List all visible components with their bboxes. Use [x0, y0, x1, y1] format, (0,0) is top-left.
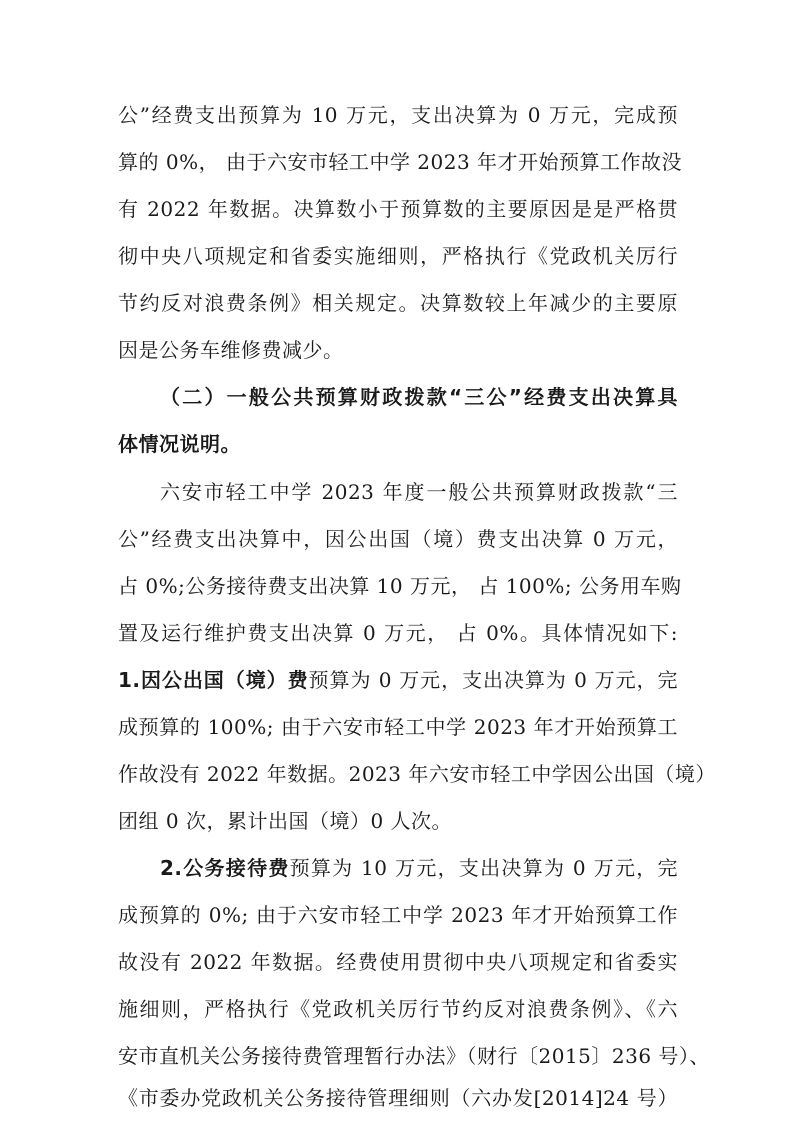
paragraph-line: 成预算的 0%; 由于六安市轻工中学 2023 年才开始预算工作 [118, 903, 678, 927]
section-heading: （二）一般公共预算财政拨款“三公”经费支出决算具 [160, 385, 678, 409]
paragraph-line: 节约反对浪费条例》相关规定。决算数较上年减少的主要原 [118, 291, 678, 315]
paragraph-line: 公”经费支出决算中，因公出国（境）费支出决算 0 万元， [118, 527, 678, 551]
paragraph-line: 公”经费支出预算为 10 万元，支出决算为 0 万元，完成预 [118, 103, 678, 127]
section-heading: 体情况说明。 [118, 432, 241, 456]
paragraph-line: 因是公务车维修费减少。 [118, 338, 344, 362]
paragraph-line: 成预算的 100%; 由于六安市轻工中学 2023 年才开始预算工 [118, 715, 678, 739]
paragraph-line: 施细则，严格执行《党政机关厉行节约反对浪费条例》、《六 [118, 997, 678, 1021]
paragraph-line: 《市委办党政机关公务接待管理细则（六办发[2014]24 号） [118, 1086, 678, 1110]
item-line [160, 856, 678, 880]
paragraph-line: 故没有 2022 年数据。经费使用贯彻中央八项规定和省委实 [118, 950, 678, 974]
paragraph-line: 六安市轻工中学 2023 年度一般公共预算财政拨款“三 [160, 480, 678, 504]
item-text: 预算为 10 万元，支出决算为 0 万元，完 [289, 856, 678, 880]
paragraph-line: 占 0%;公务接待费支出决算 10 万元， 占 100%; 公务用车购 [118, 574, 682, 598]
paragraph-line: 算的 0%， 由于六安市轻工中学 2023 年才开始预算工作故没 [118, 150, 683, 174]
item-line [118, 668, 678, 692]
item-heading: 1.因公出国（境）费 [118, 668, 309, 692]
paragraph-line: 有 2022 年数据。决算数小于预算数的主要原因是是严格贯 [118, 197, 678, 221]
paragraph-line: 团组 0 次，累计出国（境）0 人次。 [118, 809, 453, 833]
item-heading: 2.公务接待费 [160, 856, 290, 880]
paragraph-line: 安市直机关公务接待费管理暂行办法》（财行〔2015〕236 号）、 [118, 1044, 710, 1068]
item-text: 预算为 0 万元，支出决算为 0 万元，完 [308, 668, 678, 692]
paragraph-line: 置及运行维护费支出决算 0 万元， 占 0%。具体情况如下: [118, 621, 678, 645]
paragraph-line: 作故没有 2022 年数据。2023 年六安市轻工中学因公出国（境） [118, 762, 716, 786]
paragraph-line: 彻中央八项规定和省委实施细则，严格执行《党政机关厉行 [118, 244, 678, 268]
